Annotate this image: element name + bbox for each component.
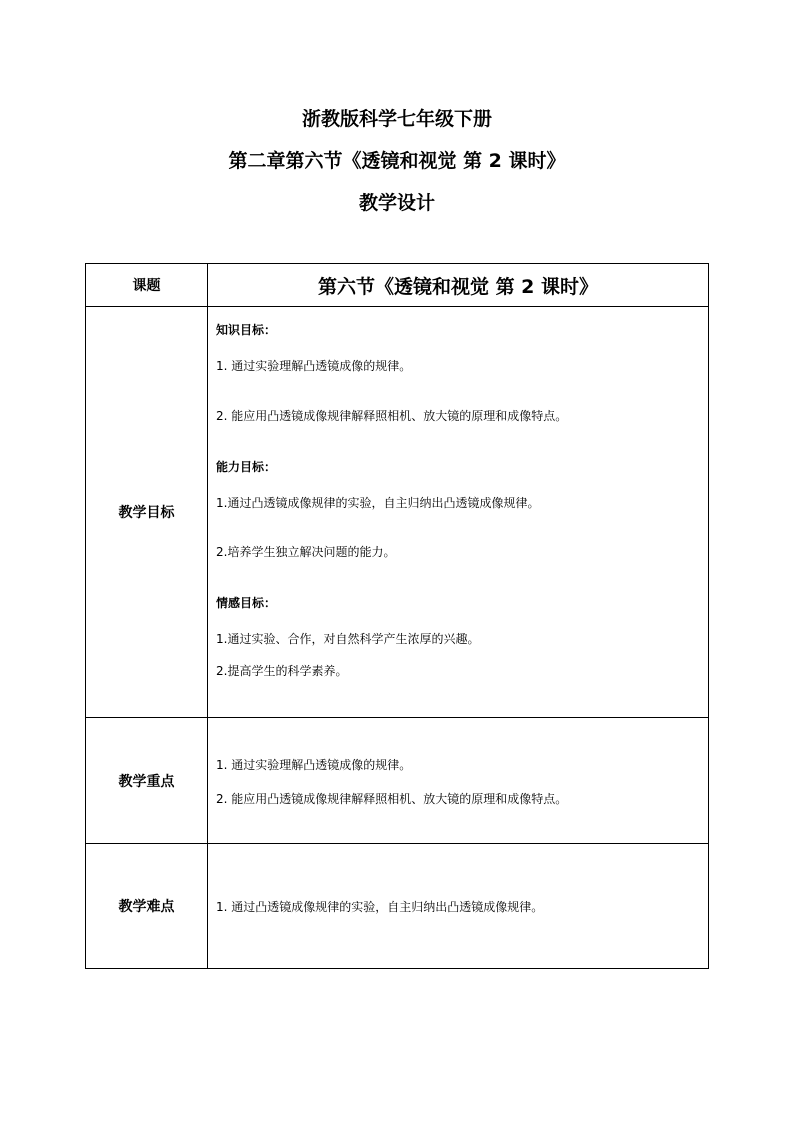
table-row-objectives — [86, 307, 709, 718]
document-title-line-1: 浙教版科学七年级下册 — [301, 108, 492, 130]
knowledge-item-1: 1. 通过实验理解凸透镜成像的规律。 — [216, 359, 412, 373]
document-title-line-2: 第二章第六节《透镜和视觉 第 2 课时》 — [228, 150, 566, 172]
emotion-heading: 情感目标： — [216, 596, 277, 610]
difficulties-content — [208, 844, 709, 969]
difficulties-label: 教学难点 — [86, 844, 208, 969]
emotion-item-2: 2.提高学生的科学素养。 — [216, 664, 348, 678]
document-title-line-3: 教学设计 — [358, 192, 435, 214]
table-row-key-points — [86, 718, 709, 844]
ability-heading: 能力目标： — [216, 460, 277, 474]
lesson-plan-table — [85, 263, 709, 969]
knowledge-item-2: 2. 能应用凸透镜成像规律解释照相机、放大镜的原理和成像特点。 — [216, 409, 568, 423]
objectives-content — [208, 307, 709, 718]
ability-item-1: 1.通过凸透镜成像规律的实验，自主归纳出凸透镜成像规律。 — [216, 496, 540, 510]
table-row-difficulties — [86, 844, 709, 969]
key-point-item-2: 2. 能应用凸透镜成像规律解释照相机、放大镜的原理和成像特点。 — [216, 792, 568, 806]
table-row-topic — [86, 264, 709, 307]
topic-value: 第六节《透镜和视觉 第 2 课时》 — [208, 264, 709, 307]
key-points-label: 教学重点 — [86, 718, 208, 844]
objectives-label: 教学目标 — [86, 307, 208, 718]
ability-item-2: 2.培养学生独立解决问题的能力。 — [216, 545, 396, 559]
difficulty-item-1: 1. 通过凸透镜成像规律的实验，自主归纳出凸透镜成像规律。 — [216, 900, 544, 914]
key-point-item-1: 1. 通过实验理解凸透镜成像的规律。 — [216, 758, 412, 772]
knowledge-heading: 知识目标： — [216, 323, 277, 337]
topic-label: 课题 — [86, 264, 208, 307]
emotion-item-1: 1.通过实验、合作，对自然科学产生浓厚的兴趣。 — [216, 632, 480, 646]
key-points-content — [208, 718, 709, 844]
